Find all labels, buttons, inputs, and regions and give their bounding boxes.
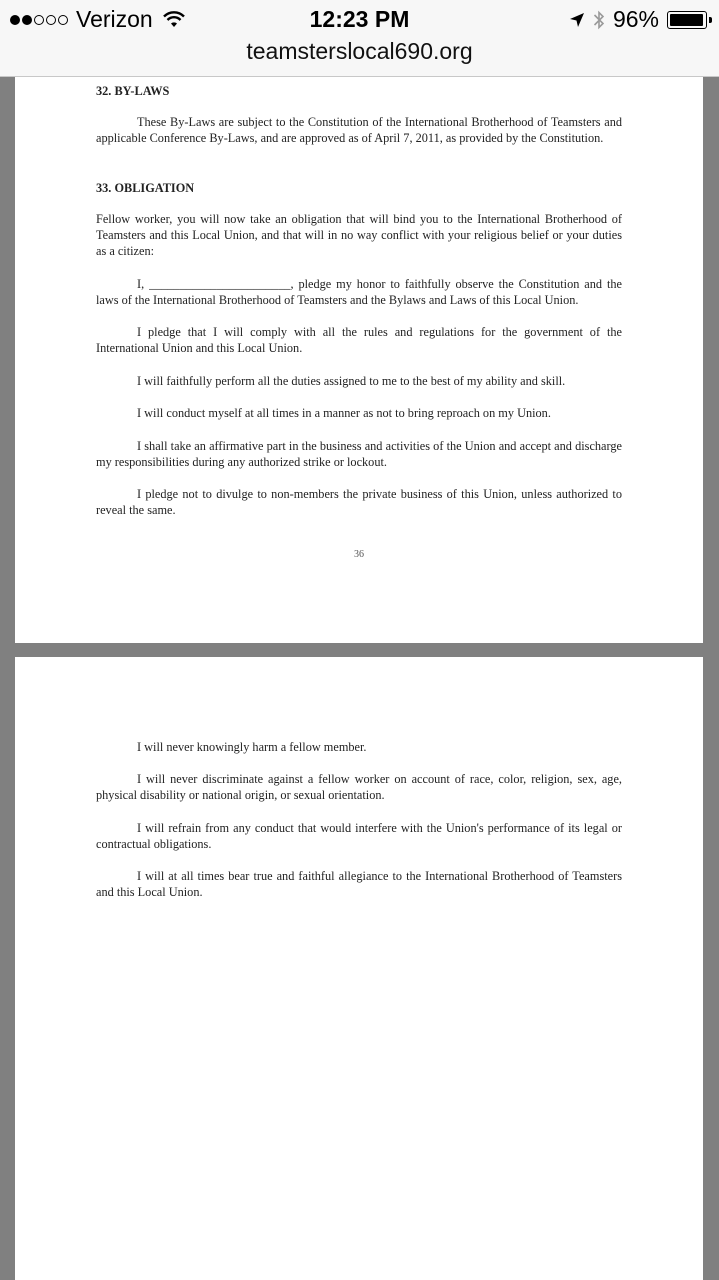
page-number: 36 bbox=[354, 549, 364, 560]
obligation-paragraph: I will conduct myself at all times in a manner as not to bring reproach on my Union. bbox=[137, 406, 551, 420]
battery-fill bbox=[670, 14, 703, 26]
bluetooth-icon bbox=[593, 9, 605, 31]
status-right-group bbox=[569, 6, 707, 33]
obligation-paragraph: I, _______________________, pledge my honor to faithfully observe the Constitution and the laws of the International Brotherhood of Teamsters and the Bylaws and Laws of this Local Union. bbox=[96, 277, 622, 308]
clock: 12:23 PM bbox=[309, 6, 410, 32]
obligation-paragraph: I will never discriminate against a fellow worker on account of race, color, religion, sex, age, physical disability or national origin, or sexual orientation. bbox=[96, 772, 622, 803]
battery-icon bbox=[667, 11, 707, 29]
obligation-paragraph: I pledge that I will comply with all the rules and regulations for the government of the International Union and this Local Union. bbox=[96, 325, 622, 356]
document-page-37 bbox=[15, 657, 703, 1280]
obligation-paragraph: I will refrain from any conduct that would interfere with the Union's performance of its legal or contractual obligations. bbox=[96, 821, 622, 852]
section-heading-obligation: 33. OBLIGATION bbox=[96, 181, 195, 195]
bylaws-paragraph: These By-Laws are subject to the Constitution of the International Brotherhood of Teamsters and applicable Conference By-Laws, and are approved as of April 7, 2011, as provided by the Constitution. bbox=[96, 115, 622, 146]
browser-top-bar bbox=[0, 0, 719, 77]
carrier-name: Verizon bbox=[76, 6, 153, 32]
battery-tip bbox=[709, 17, 712, 23]
obligation-intro: Fellow worker, you will now take an obligation that will bind you to the International Brotherhood of Teamsters and this Local Union, and that will in no way conflict with your religious belief or your duties as a citizen: bbox=[96, 212, 622, 259]
obligation-paragraph: I shall take an affirmative part in the business and activities of the Union and accept and discharge my responsibilities during any authorized strike or lockout. bbox=[96, 439, 622, 470]
battery-percent: 96% bbox=[612, 6, 659, 32]
location-arrow-icon bbox=[569, 12, 585, 28]
obligation-paragraph: I will faithfully perform all the duties assigned to me to the best of my ability and skill. bbox=[137, 374, 566, 388]
document-page-36 bbox=[15, 76, 703, 643]
status-bar bbox=[0, 0, 719, 40]
obligation-paragraph: I will never knowingly harm a fellow member. bbox=[137, 740, 367, 754]
obligation-paragraph: I will at all times bear true and faithful allegiance to the International Brotherhood of Teamsters and this Local Union. bbox=[96, 869, 622, 900]
obligation-paragraph: I pledge not to divulge to non-members the private business of this Union, unless authorized to reveal the same. bbox=[96, 487, 622, 518]
section-heading-bylaws: 32. BY-LAWS bbox=[96, 84, 170, 98]
address-bar-url[interactable]: teamsterslocal690.org bbox=[246, 38, 473, 64]
